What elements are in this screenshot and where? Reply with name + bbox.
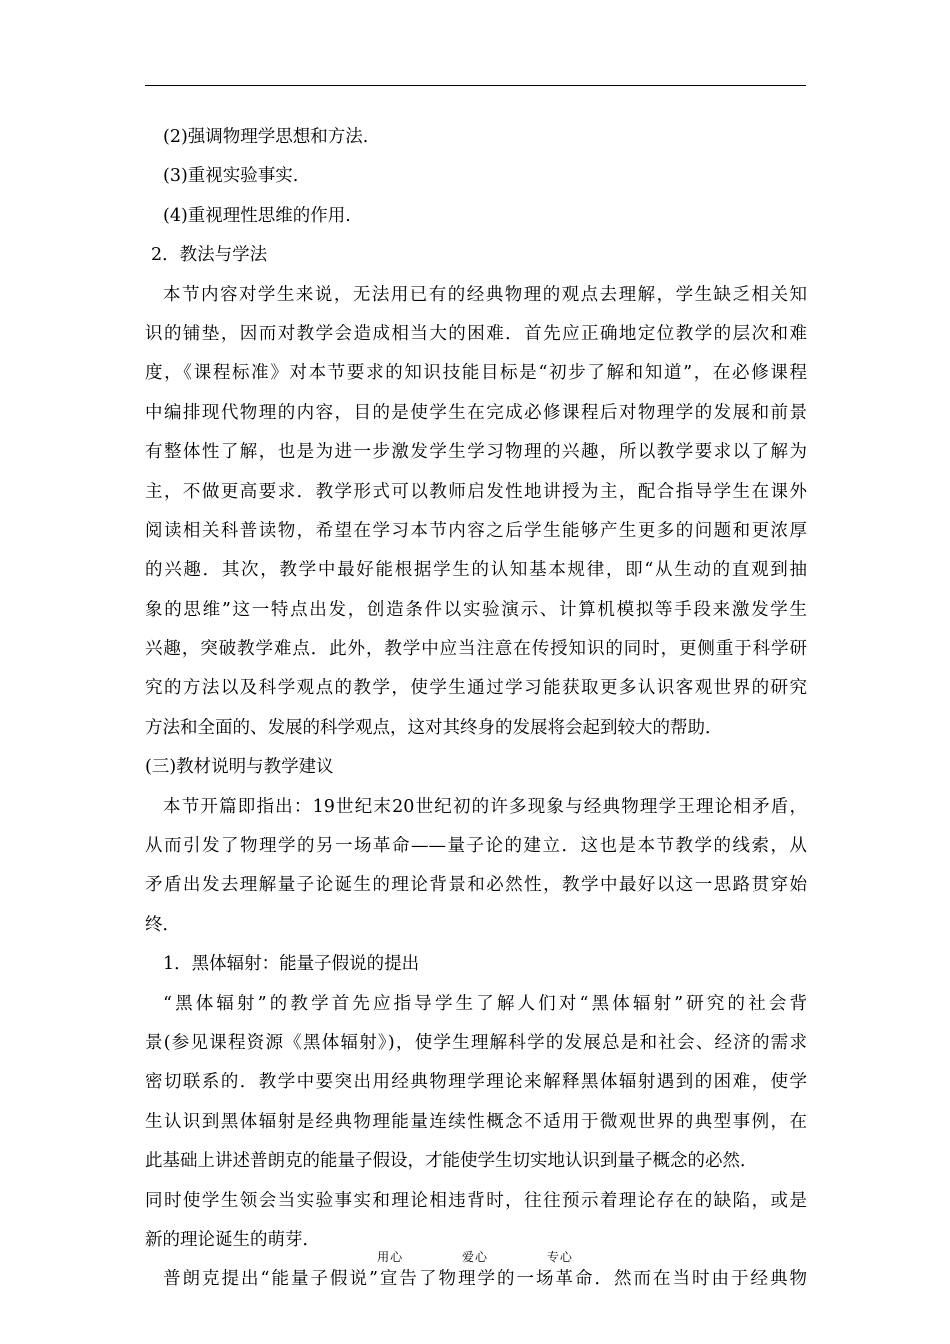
list-item-2: (2)强调物理学思想和方法.	[163, 127, 369, 147]
paragraph-line: 阅读相关科普读物，希望在学习本节内容之后学生能够产生更多的问题和更浓厚	[145, 520, 807, 541]
header-rule	[145, 85, 806, 86]
paragraph-line: 新的理论诞生的萌芽．	[145, 1229, 320, 1250]
paragraph-line: 从而引发了物理学的另一场革命——量子论的建立．这也是本节教学的线索，从	[145, 836, 807, 857]
paragraph-line: “黑体辐射”的教学首先应指导学生了解人们对“黑体辐射”研究的社会背	[163, 993, 807, 1014]
paragraph-line: 主，不做更高要求．教学形式可以教师启发性地讲授为主，配合指导学生在课外	[145, 481, 807, 502]
footer-text-middle: 爱心	[461, 1250, 488, 1264]
section-heading-methods: 2．教法与学法	[151, 245, 268, 266]
list-item-4: (4)重视理性思维的作用.	[163, 205, 351, 226]
paragraph-line: 此基础上讲述普朗克的能量子假设，才能使学生切实地认识到量子概念的必然．	[145, 1151, 758, 1172]
section-heading-materials: (三)教材说明与教学建议	[145, 757, 334, 778]
paragraph-line: 普朗克提出“能量子假说”宣告了物理学的一场革命．然而在当时由于经典物	[163, 1269, 807, 1290]
paragraph-line: 兴趣，突破教学难点．此外，教学中应当注意在传授知识的同时，更侧重于科学研	[145, 639, 807, 660]
paragraph-line: 的兴趣．其次，教学中最好能根据学生的认知基本规律，即“从生动的直观到抽	[145, 560, 807, 581]
paragraph-line: 密切联系的．教学中要突出用经典物理学理论来解释黑体辐射遇到的困难，使学	[145, 1072, 807, 1093]
section-heading-blackbody: 1．黑体辐射：能量子假说的提出	[163, 954, 420, 975]
paragraph-line: 识的铺垫，因而对教学会造成相当大的困难．首先应正确地定位教学的层次和难	[145, 323, 807, 344]
paragraph-line: 生认识到黑体辐射是经典物理能量连续性概念不适用于微观世界的典型事例，在	[145, 1111, 807, 1132]
paragraph-line: 本节开篇即指出：19世纪末20世纪初的许多现象与经典物理学王理论相矛盾，	[163, 796, 807, 817]
paragraph-line: 中编排现代物理的内容，目的是使学生在完成必修课程后对物理学的发展和前景	[145, 402, 807, 423]
page-footer	[0, 1248, 950, 1265]
paragraph-line: 矛盾出发去理解量子论诞生的理论背景和必然性，教学中最好以这一思路贯穿始	[145, 875, 807, 896]
paragraph-line: 方法和全面的、发展的科学观点，这对其终身的发展将会起到较大的帮助．	[145, 717, 723, 738]
footer-text-right: 专心	[546, 1250, 573, 1264]
paragraph-line: 象的思维”这一特点出发，创造条件以实验演示、计算机模拟等手段来激发学生	[145, 599, 807, 620]
paragraph-line: 同时使学生领会当实验事实和理论相违背时，往往预示着理论存在的缺陷，或是	[145, 1190, 807, 1211]
paragraph-line: 景(参见课程资源《黑体辐射》)，使学生理解科学的发展总是和社会、经济的需求	[145, 1032, 807, 1053]
paragraph-line: 究的方法以及科学观点的教学，使学生通过学习能获取更多认识客观世界的研究	[145, 678, 807, 699]
document-body	[145, 118, 807, 1300]
paragraph-line: 终．	[145, 914, 180, 935]
paragraph-line: 度，《课程标准》对本节要求的知识技能目标是“初步了解和知道”，在必修课程	[145, 363, 807, 384]
list-item-3: (3)重视实验事实.	[163, 166, 299, 187]
paragraph-line: 有整体性了解，也是为进一步激发学生学习物理的兴趣，所以教学要求以了解为	[145, 442, 807, 463]
footer-text-left: 用心	[377, 1250, 404, 1264]
paragraph-line: 本节内容对学生来说，无法用已有的经典物理的观点去理解，学生缺乏相关知	[163, 284, 807, 305]
